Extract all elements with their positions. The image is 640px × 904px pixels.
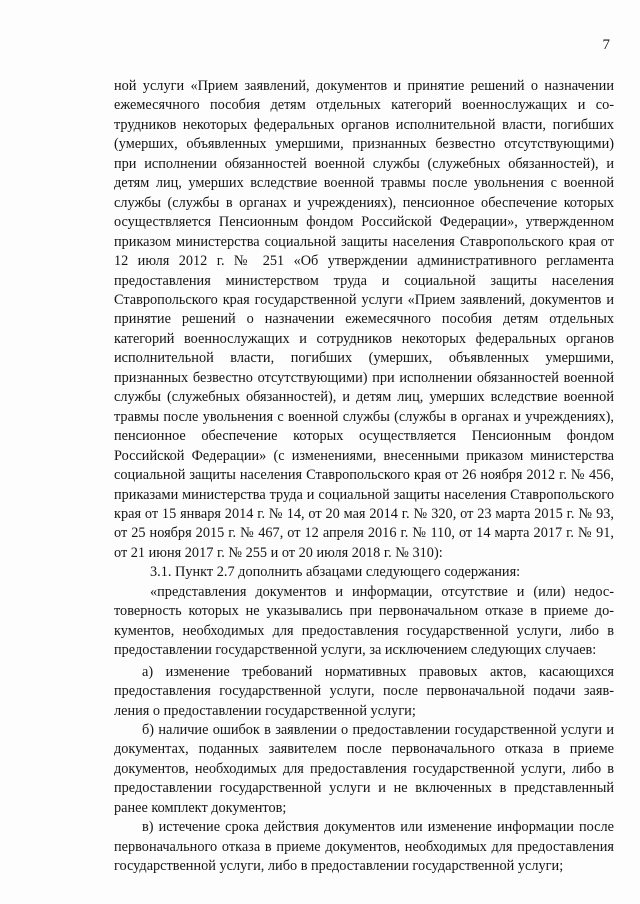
- paragraph-service-regulation: ной услуги «Прием заявлений, документов и принятие решений о назначении ежемесячного пособия детям отдельных категорий военнослужащих и сотрудников некоторых федеральных органов исполнительной власти, погибших (умерших, объявленных умершими, признанных безвестно отсутствующими) при исполнении обязанностей военной службы (служебных обязанностей), и детям лиц, умерших вследствие военной травмы после увольнения с военной службы (службы в органах и учреждениях), пенсионное обеспечение которых осуществляется Пенсионным фондом Российской Федерации», утвержденном приказом министерства социальной защиты населения Ставропольского края от 12 июля 2012 г. № 251 «Об утверждении административного регламента предоставления министерством труда и социальной защиты населения Ставропольского края государственной услуги «Прием заявлений, документов и принятие решений о назначении ежемесячного пособия детям отдельных категорий военнослужащих и сотрудников некоторых федеральных органов исполнительной власти, погибших (умерших, объявленных умершими, признанных безвестно отсутствующими) при исполнении обязанностей военной службы (служебных обязанностей), и детям лиц, умерших вследствие военной травмы после увольнения с военной службы (службы в органах и учреждениях), пенсионное обеспечение которых осуществляется Пенсионным фондом Российской Федерации» (с изменениями, внесенными приказом министерства социальной защиты населения Ставропольского края от 26 ноября 2012 г. № 456, приказами министерства труда и социальной защиты населения Ставропольского края от 15 января 2014 г. № 14, от 20 мая 2014 г. № 320, от 23 марта 2015 г. № 93, от 25 ноября 2015 г. № 467, от 12 апреля 2016 г. № 110, от 14 марта 2017 г. № 91, от 21 июня 2017 г. № 255 и от 20 июля 2018 г. № 310):: [114, 78, 614, 561]
- page-number: 7: [602, 37, 610, 53]
- list-item-b: б) наличие ошибок в заявлении о предоставлении государственной услуги и документах, поданных заявителем после первоначального отказа в приеме документов, необходимых для предоставления государственной услуги, либо в предоставлении государственной услуги и не включенных в представленный ранее комплект документов;: [114, 721, 614, 816]
- paragraph-clause-3-1: 3.1. Пункт 2.7 дополнить абзацами следующего содержания:: [150, 564, 521, 581]
- paragraph-documents-exception: «представления документов и информации, отсутствие и (или) недостоверность которых не указывались при первоначальном отказе в приеме документов, необходимых для предоставления государственной услуги, либо в предоставлении государственной услуги, за исключением следующих случаев:: [114, 583, 614, 659]
- list-item-a: а) изменение требований нормативных правовых актов, касающихся предоставления государственной услуги, после первоначальной подачи заявления о предоставлении государственной услуги;: [114, 663, 614, 719]
- document-body: [114, 77, 614, 877]
- list-item-c: в) истечение срока действия документов или изменение информации после первоначального отказа в приеме документов, необходимых для предоставления государственной услуги, либо в предоставлении государственной услуги;: [114, 819, 614, 875]
